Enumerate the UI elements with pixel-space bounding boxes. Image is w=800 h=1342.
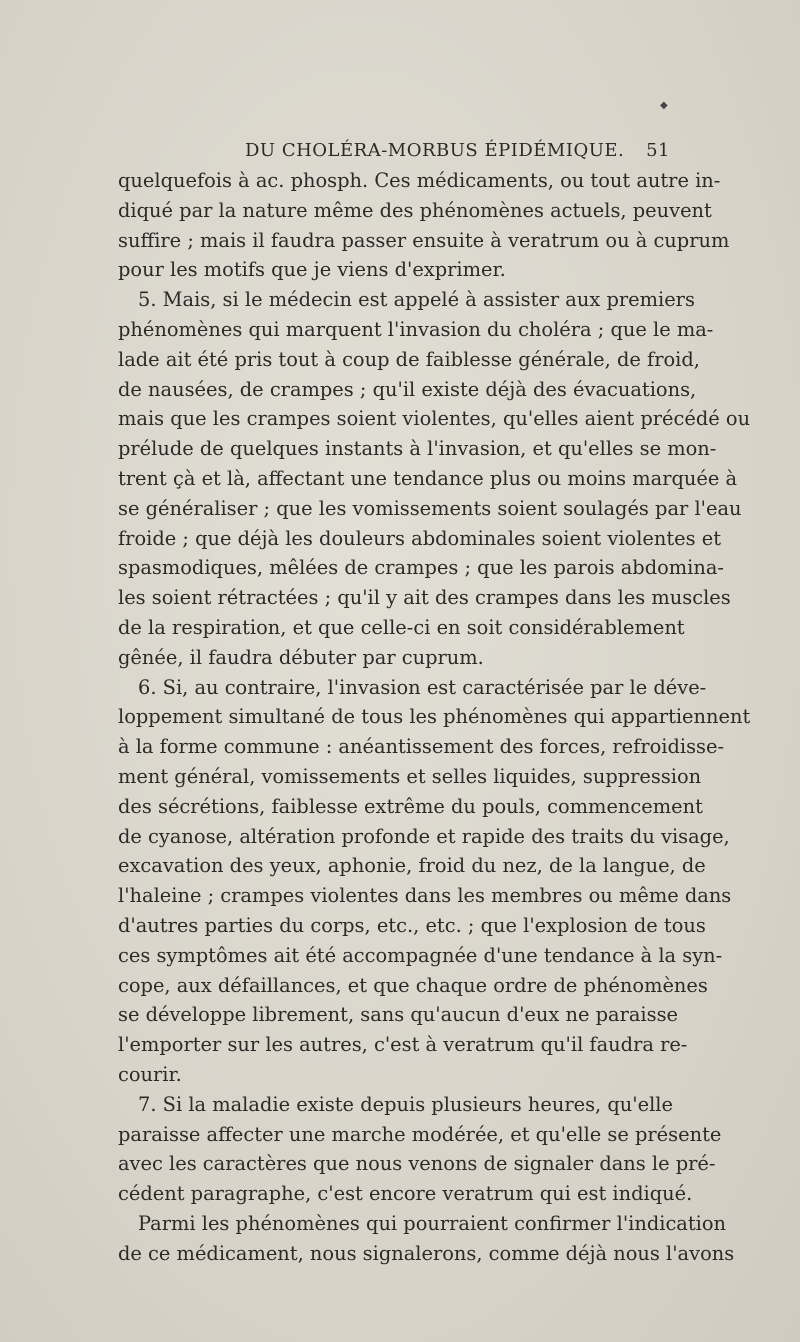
text-line: loppement simultané de tous les phénomènes qui appartiennent bbox=[118, 705, 751, 729]
text-line: froide ; que déjà les douleurs abdominales soient violentes et bbox=[118, 526, 722, 550]
text-line: Parmi les phénomènes qui pourraient confirmer l'indication bbox=[138, 1211, 727, 1235]
text-line: excavation des yeux, aphonie, froid du nez, de la langue, de bbox=[118, 854, 706, 878]
text-line: 5. Mais, si le médecin est appelé à assister aux premiers bbox=[138, 288, 695, 312]
text-line: courir. bbox=[118, 1062, 182, 1086]
text-line: l'emporter sur les autres, c'est à veratrum qu'il faudra re- bbox=[118, 1033, 688, 1057]
text-line: ces symptômes ait été accompagnée d'une tendance à la syn- bbox=[118, 943, 723, 967]
text-line: lade ait été pris tout à coup de faiblesse générale, de froid, bbox=[118, 347, 700, 371]
text-line: les soient rétractées ; qu'il y ait des crampes dans les muscles bbox=[118, 586, 731, 610]
text-line: de cyanose, altération profonde et rapide des traits du visage, bbox=[118, 824, 730, 848]
text-line: cédent paragraphe, c'est encore veratrum qui est indiqué. bbox=[118, 1182, 693, 1206]
text-line: cope, aux défaillances, et que chaque ordre de phénomènes bbox=[118, 973, 708, 997]
text-line: de la respiration, et que celle-ci en soit considérablement bbox=[118, 615, 685, 639]
text-line: suffire ; mais il faudra passer ensuite à veratrum ou à cuprum bbox=[118, 228, 730, 252]
text-line: avec les caractères que nous venons de signaler dans le pré- bbox=[118, 1152, 716, 1176]
text-line: phénomènes qui marquent l'invasion du choléra ; que le ma- bbox=[118, 317, 714, 341]
text-line: de nausées, de crampes ; qu'il existe déjà des évacuations, bbox=[118, 377, 697, 401]
text-line: diqué par la nature même des phénomènes actuels, peuvent bbox=[118, 198, 712, 222]
text-line: ment général, vomissements et selles liquides, suppression bbox=[118, 764, 702, 788]
text-line: d'autres parties du corps, etc., etc. ; que l'explosion de tous bbox=[118, 913, 706, 937]
text-line: des sécrétions, faiblesse extrême du pouls, commencement bbox=[118, 794, 703, 818]
text-line: paraisse affecter une marche modérée, et qu'elle se présente bbox=[118, 1122, 722, 1146]
text-line: de ce médicament, nous signalerons, comme déjà nous l'avons bbox=[118, 1241, 735, 1265]
text-line: spasmodiques, mêlées de crampes ; que les parois abdomina- bbox=[118, 556, 724, 580]
text-line: 6. Si, au contraire, l'invasion est caractérisée par le déve- bbox=[138, 675, 707, 699]
text-line: se développe librement, sans qu'aucun d'eux ne paraisse bbox=[118, 1003, 678, 1027]
text-line: à la forme commune : anéantissement des forces, refroidisse- bbox=[118, 735, 725, 759]
running-title: DU CHOLÉRA-MORBUS ÉPIDÉMIQUE. bbox=[245, 140, 625, 161]
text-line: prélude de quelques instants à l'invasion, et qu'elles se mon- bbox=[118, 437, 717, 461]
body-text bbox=[118, 166, 751, 1268]
text-line: 7. Si la maladie existe depuis plusieurs heures, qu'elle bbox=[138, 1092, 673, 1116]
page-number: 51 bbox=[646, 140, 670, 161]
ink-speck: ◆ bbox=[660, 100, 668, 111]
text-line: trent çà et là, affectant une tendance plus ou moins marquée à bbox=[118, 466, 738, 490]
text-line: se généraliser ; que les vomissements soient soulagés par l'eau bbox=[118, 496, 742, 520]
running-header bbox=[115, 140, 670, 168]
text-line: gênée, il faudra débuter par cuprum. bbox=[118, 645, 484, 669]
text-line: l'haleine ; crampes violentes dans les membres ou même dans bbox=[118, 884, 732, 908]
text-line: mais que les crampes soient violentes, qu'elles aient précédé ou bbox=[118, 407, 751, 431]
text-line: pour les motifs que je viens d'exprimer. bbox=[118, 258, 506, 282]
text-line: quelquefois à ac. phosph. Ces médicaments, ou tout autre in- bbox=[118, 169, 721, 192]
